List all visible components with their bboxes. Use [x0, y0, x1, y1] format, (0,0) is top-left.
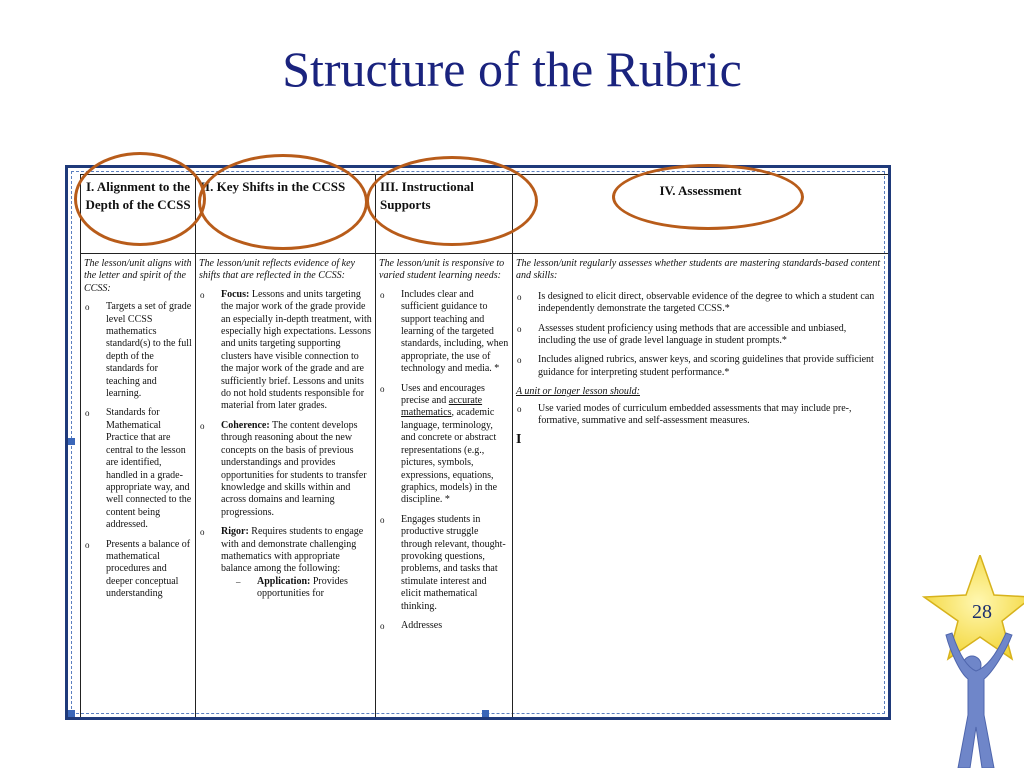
- list-item: [379, 620, 509, 632]
- text-cursor: I: [516, 432, 522, 448]
- slide-title: Structure of the Rubric: [282, 41, 742, 97]
- highlight-oval-alignment: [74, 152, 206, 246]
- assessment-list-2: [516, 403, 885, 428]
- bullet-icon: o: [85, 302, 90, 313]
- list-item-text: Includes clear and sufficient guidance to support teaching and learning of the targeted standards, including, when appropriate, the use of technology and media. *: [401, 288, 509, 375]
- list-item: [379, 383, 509, 507]
- assessment-intro: The lesson/unit regularly assesses whether students are mastering standards-based content and skills:: [516, 258, 881, 282]
- supports-intro: The lesson/unit is responsive to varied student learning needs:: [379, 258, 505, 282]
- bullet-icon: o: [200, 420, 205, 431]
- column-header-key-shifts: II. Key Shifts in the CCSS: [196, 175, 376, 254]
- rubric-body-row: [81, 254, 889, 721]
- alignment-intro: The lesson/unit aligns with the letter and spirit of the CCSS:: [84, 258, 192, 294]
- dash-icon: –: [236, 576, 241, 587]
- resize-handle-bottom[interactable]: [482, 710, 489, 717]
- list-item-text: Presents a balance of mathematical procedures and deeper conceptual understanding: [106, 538, 191, 600]
- list-item: [235, 576, 372, 601]
- list-item-text: Uses and encourages precise and: [401, 382, 485, 407]
- key-shifts-list: [199, 289, 372, 601]
- rubric-table: [80, 174, 889, 720]
- bullet-icon: o: [517, 291, 522, 302]
- cell-key-shifts: [196, 254, 376, 721]
- bullet-icon: o: [517, 355, 522, 366]
- star-icon: [920, 555, 1024, 768]
- star-figure-decoration: [920, 555, 1024, 768]
- bullet-icon: o: [380, 514, 385, 525]
- list-item-text: Engages students in productive struggle through relevant, thought-provoking questions, problems, and tasks that stimulate interest and elicit mathematical thinking.: [401, 513, 506, 612]
- assessment-lead: A unit or longer lesson should:: [516, 386, 640, 398]
- list-item-text: Is designed to elicit direct, observable evidence of the degree to which a student can independently demonstrate the targeted CCSS.*: [538, 290, 875, 315]
- bullet-icon: o: [380, 289, 385, 300]
- list-item: [516, 323, 885, 348]
- highlight-oval-key-shifts: [198, 154, 368, 250]
- column-header-instructional-supports: III. Instructional Supports: [376, 175, 513, 254]
- cell-instructional-supports: [376, 254, 513, 721]
- application-label: Application:: [257, 575, 311, 587]
- bullet-icon: o: [517, 403, 522, 414]
- list-item: [516, 291, 885, 316]
- list-item: [84, 407, 192, 531]
- bullet-icon: o: [380, 620, 385, 631]
- person-figure-icon: [946, 633, 1012, 768]
- list-item: [84, 301, 192, 400]
- bullet-icon: o: [200, 527, 205, 538]
- bullet-icon: o: [517, 323, 522, 334]
- bullet-icon: o: [85, 539, 90, 550]
- page-number: 28: [972, 601, 992, 623]
- coherence-text: The content develops through reasoning about the new concepts on the basis of previous understandings and provides opportunities for students to transfer knowledge and skills within and across domains and learning progressions.: [221, 419, 367, 518]
- list-item: [379, 514, 509, 613]
- list-item-text: Addresses: [401, 619, 443, 631]
- highlight-oval-supports: [366, 156, 538, 246]
- resize-handle-bottom-left[interactable]: [68, 710, 75, 717]
- application-text: Provides opportunities for: [257, 575, 348, 600]
- focus-text: Lessons and units targeting the major work of the grade provide an especially in-depth treatment, with especially high expectations. Lessons and units targeting supporting clusters have visible connection to the major work of the grade and are sufficiently brief. Lessons and units do not hold students responsible for material from later grades.: [221, 288, 372, 412]
- list-item-text: Targets a set of grade level CCSS mathematics standard(s) to the full depth of the standards for teaching and learning.: [106, 301, 192, 400]
- alignment-list: [84, 301, 192, 600]
- bullet-icon: o: [200, 289, 205, 300]
- resize-handle-left[interactable]: [68, 438, 75, 445]
- column-header-assessment: IV. Assessment: [513, 175, 889, 254]
- rubric-image-frame[interactable]: [65, 165, 891, 720]
- bullet-icon: o: [380, 383, 385, 394]
- rigor-label: Rigor:: [221, 526, 249, 538]
- supports-list: [379, 289, 509, 633]
- highlight-oval-assessment: [612, 164, 804, 230]
- list-item: [199, 420, 372, 519]
- list-item: [199, 289, 372, 413]
- cell-assessment: [513, 254, 889, 721]
- list-item-text: Includes aligned rubrics, answer keys, and scoring guidelines that provide sufficient guidance for interpreting student performance.*: [538, 354, 874, 378]
- underlined-text: accurate mathematics: [401, 395, 483, 419]
- bullet-icon: o: [85, 408, 90, 419]
- rigor-text: Requires students to engage with and demonstrate challenging mathematics with appropriate balance among the following:: [221, 526, 364, 575]
- assessment-list: [516, 291, 885, 379]
- list-item: [516, 403, 885, 428]
- cell-alignment: [81, 254, 196, 721]
- list-item-text: Use varied modes of curriculum embedded assessments that may include pre-, formative, summative and self-assessment measures.: [538, 402, 852, 427]
- key-shifts-intro: The lesson/unit reflects evidence of key shifts that are reflected in the CCSS:: [199, 258, 355, 282]
- list-item-text: Standards for Mathematical Practice that are central to the lesson are identified, handled in a grade-appropriate way, and well connected to the content being addressed.: [106, 407, 192, 531]
- list-item: [199, 526, 372, 600]
- list-item-text: , academic language, terminology, and concrete or abstract representations (e.g., pictures, symbols, expressions, equations, graphics, models) in the discipline. *: [401, 407, 498, 506]
- coherence-label: Coherence:: [221, 419, 270, 431]
- list-item: [379, 289, 509, 376]
- rigor-sublist: [221, 576, 372, 601]
- list-item: [84, 539, 192, 601]
- column-header-alignment: I. Alignment to the Depth of the CCSS: [81, 175, 196, 254]
- list-item: [516, 354, 885, 379]
- list-item-text: Assesses student proficiency using methods that are accessible and unbiased, including the use of grade level language in student prompts.*: [538, 322, 847, 347]
- focus-label: Focus:: [221, 288, 250, 300]
